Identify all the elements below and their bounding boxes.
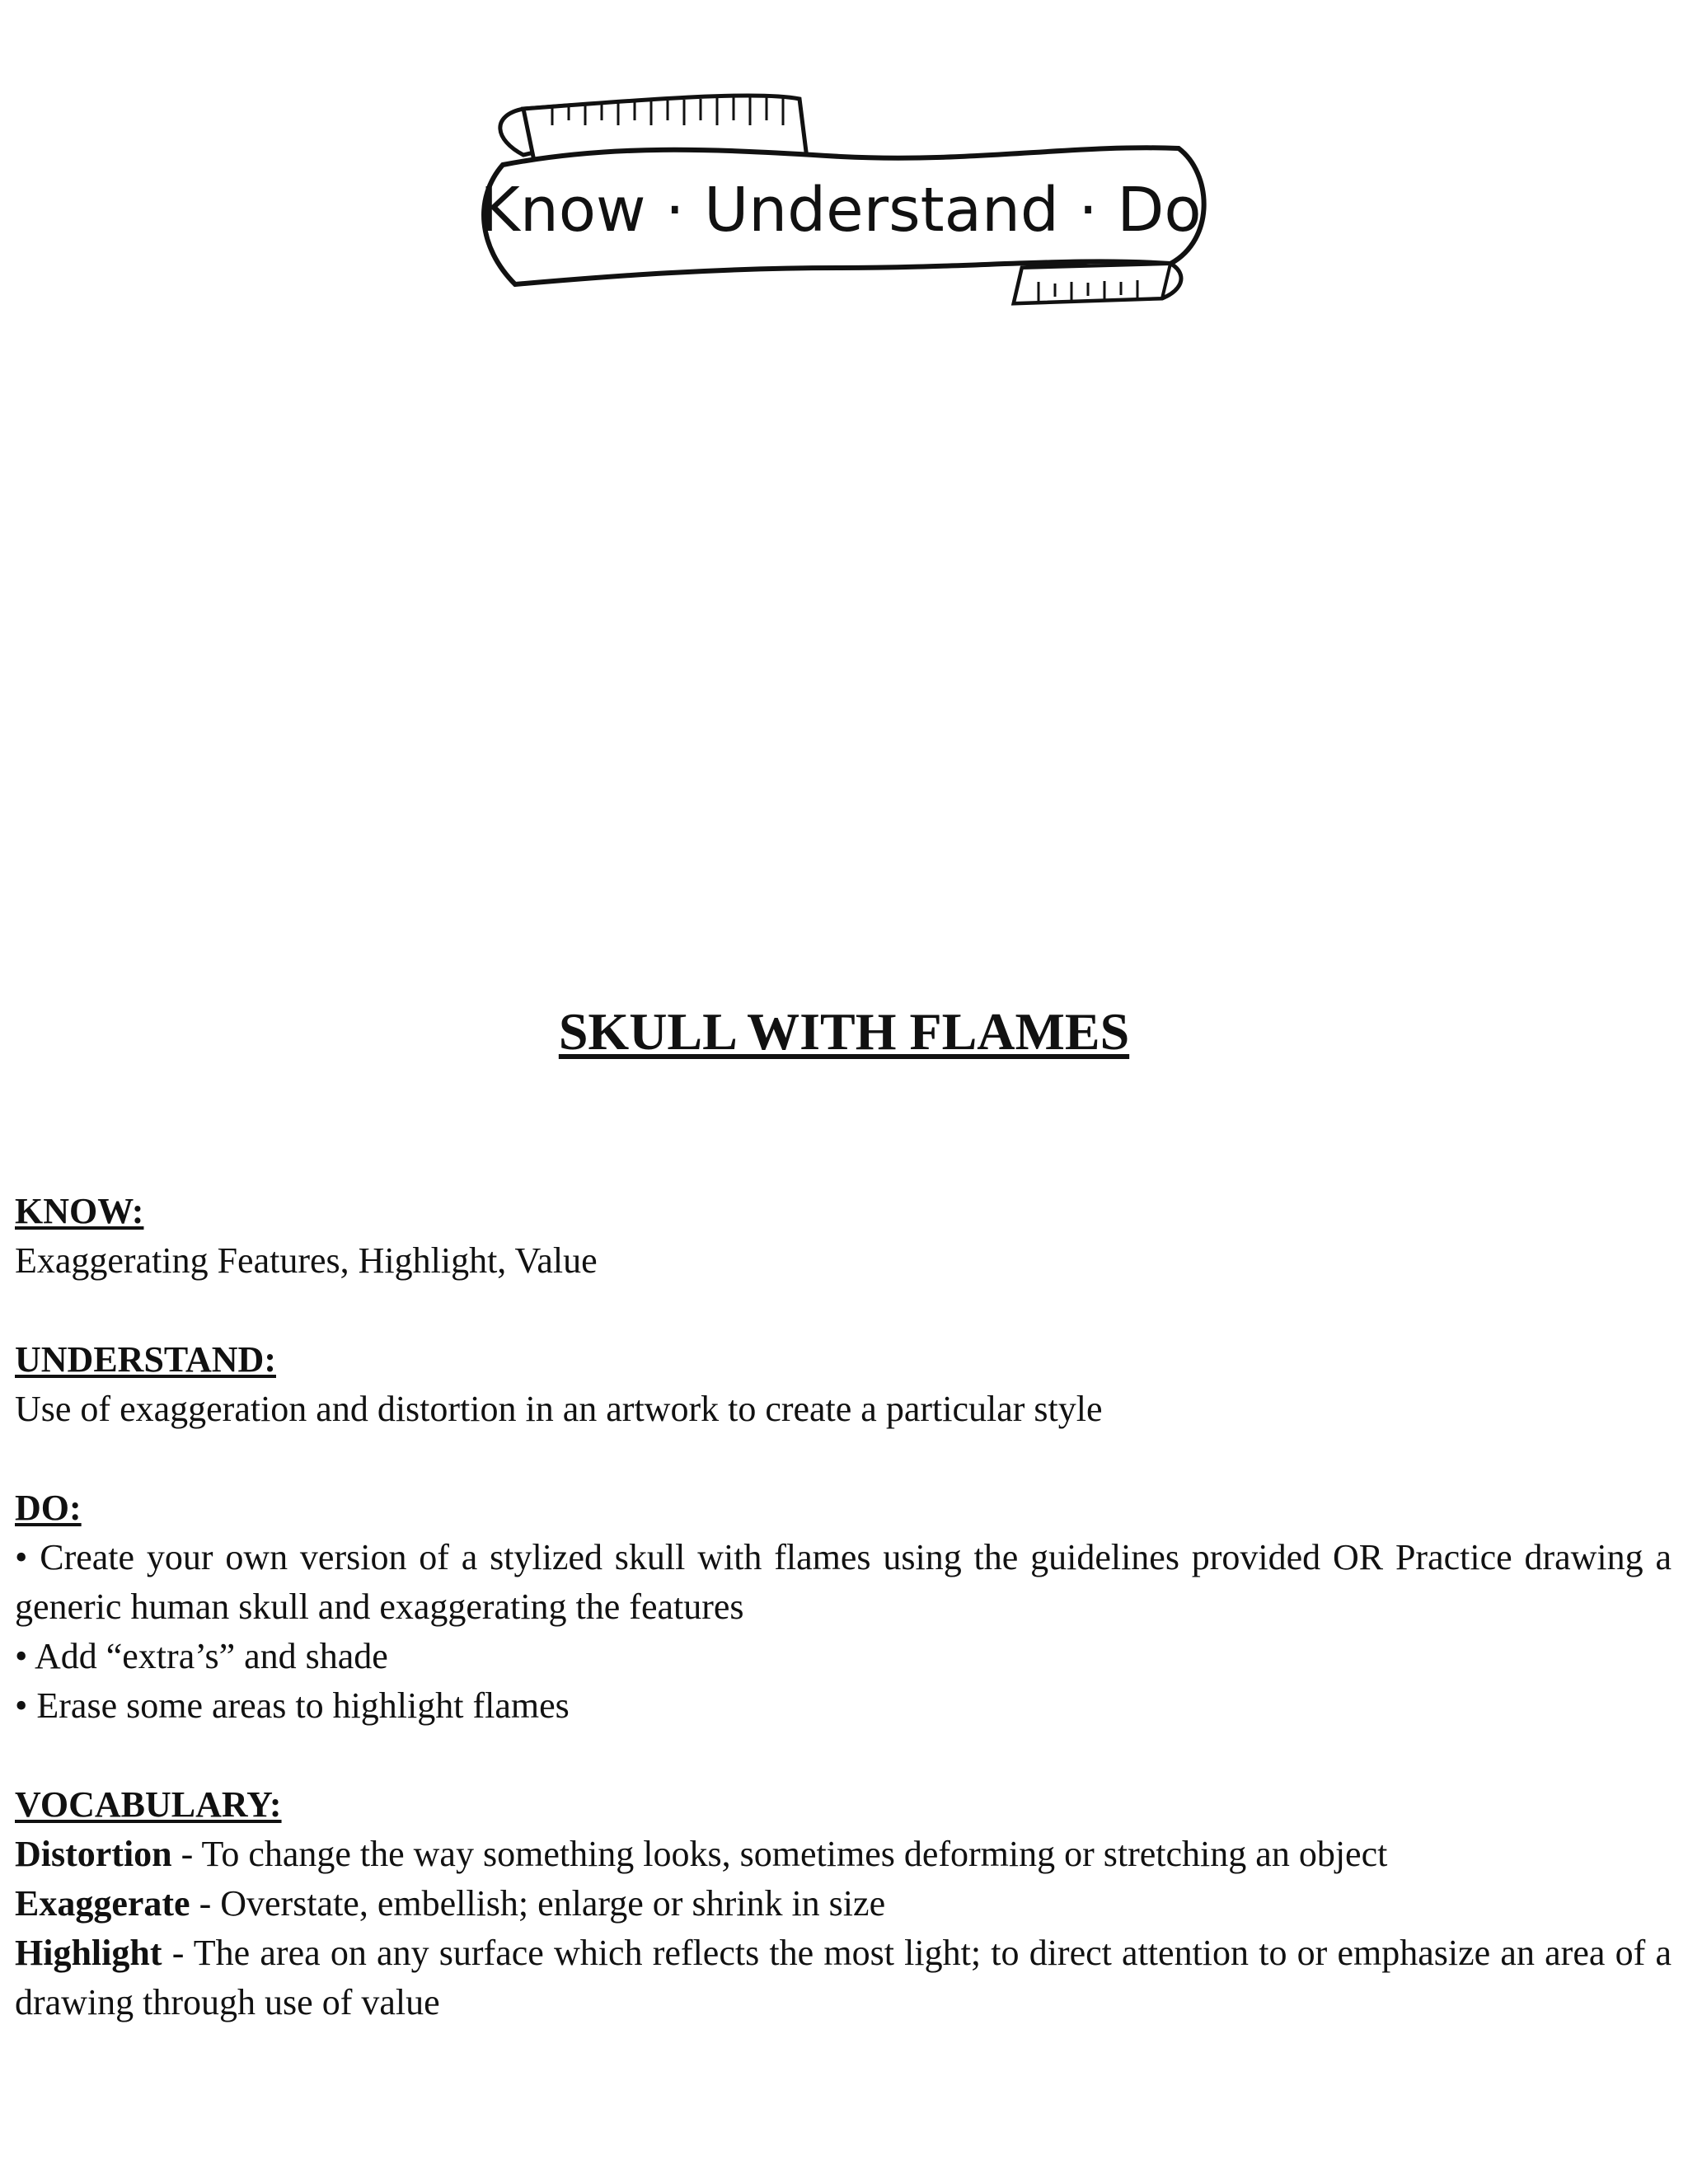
lesson-content bbox=[15, 1187, 1672, 2077]
page-title: SKULL WITH FLAMES bbox=[558, 1002, 1130, 1061]
vocabulary-heading: VOCABULARY: bbox=[15, 1784, 282, 1825]
ribbon-banner-icon bbox=[445, 66, 1236, 330]
do-item: • Add “extra’s” and shade bbox=[15, 1636, 388, 1676]
do-heading: DO: bbox=[15, 1488, 82, 1528]
know-text: Exaggerating Features, Highlight, Value bbox=[15, 1240, 598, 1281]
vocabulary-section bbox=[15, 1780, 1672, 2027]
vocabulary-term: Highlight bbox=[15, 1933, 162, 1973]
vocabulary-term: Distortion bbox=[15, 1834, 172, 1874]
know-heading: KNOW: bbox=[15, 1191, 144, 1231]
understand-section bbox=[15, 1335, 1672, 1434]
vocabulary-item bbox=[15, 1879, 1672, 1929]
know-section bbox=[15, 1187, 1672, 1286]
vocabulary-definition: - The area on any surface which reflects the most light; to direct attention to or emphasize an area of a drawing through use of value bbox=[15, 1933, 1672, 2022]
vocabulary-definition: - Overstate, embellish; enlarge or shrink in size bbox=[190, 1883, 886, 1924]
understand-heading: UNDERSTAND: bbox=[15, 1339, 276, 1380]
do-item: • Erase some areas to highlight flames bbox=[15, 1685, 570, 1726]
logo-text: Know · Understand · Do bbox=[480, 175, 1202, 246]
vocabulary-item bbox=[15, 1929, 1672, 2027]
vocabulary-term: Exaggerate bbox=[15, 1883, 190, 1924]
vocabulary-definition: - To change the way something looks, sometimes deforming or stretching an object bbox=[171, 1834, 1388, 1874]
understand-text: Use of exaggeration and distortion in an artwork to create a particular style bbox=[15, 1389, 1103, 1429]
know-understand-do-logo bbox=[445, 66, 1236, 330]
do-item: • Create your own version of a stylized skull with flames using the guidelines provided OR Practice drawing a generic human skull and exaggerating the features bbox=[15, 1537, 1672, 1627]
do-section bbox=[15, 1483, 1672, 1731]
vocabulary-item bbox=[15, 1830, 1672, 1879]
